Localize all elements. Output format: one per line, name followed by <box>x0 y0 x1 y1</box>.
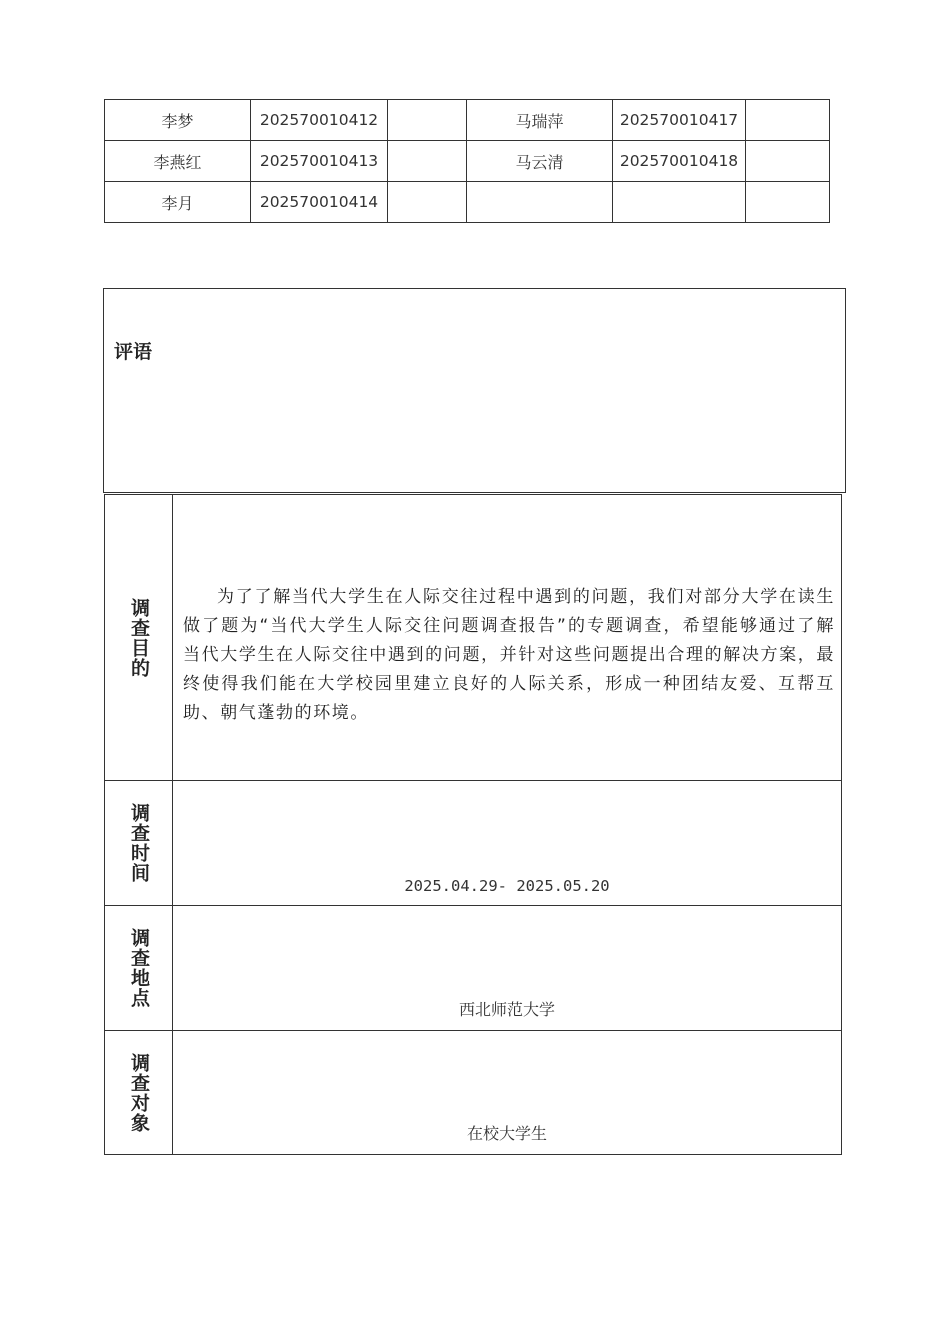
survey-place-row <box>105 905 841 1030</box>
survey-object-row <box>105 1030 841 1154</box>
survey-time-label: 调查时间 <box>128 803 150 883</box>
student-name-cell: 李月 <box>105 182 251 223</box>
student-id-cell: 202570010414 <box>251 182 388 223</box>
survey-object-content-cell <box>173 1031 841 1154</box>
student-id-cell: 202570010417 <box>613 100 746 141</box>
student-id-cell: 202570010413 <box>251 141 388 182</box>
student-mark-cell <box>388 141 467 182</box>
survey-purpose-label-cell <box>105 495 173 780</box>
student-mark-cell <box>388 100 467 141</box>
survey-place-label: 调查地点 <box>128 928 150 1008</box>
student-roster-table <box>104 99 830 223</box>
student-name-cell: 李梦 <box>105 100 251 141</box>
student-name-cell <box>467 182 613 223</box>
survey-purpose-row <box>105 495 841 780</box>
student-name-cell: 马云清 <box>467 141 613 182</box>
student-mark-cell <box>746 100 830 141</box>
student-mark-cell <box>746 141 830 182</box>
survey-purpose-label: 调查目的 <box>128 597 150 678</box>
student-id-cell: 202570010418 <box>613 141 746 182</box>
survey-time-row <box>105 780 841 905</box>
survey-object-label-cell <box>105 1031 173 1154</box>
student-id-cell <box>613 182 746 223</box>
survey-object-value: 在校大学生 <box>466 1124 547 1143</box>
survey-object-label: 调查对象 <box>128 1052 150 1133</box>
survey-purpose-content-cell <box>173 495 841 780</box>
survey-time-label-cell <box>105 781 173 905</box>
student-mark-cell <box>388 182 467 223</box>
student-id-cell: 202570010412 <box>251 100 388 141</box>
table-row <box>105 141 830 182</box>
table-row <box>105 100 830 141</box>
survey-time-value: 2025.04.29- 2025.05.20 <box>404 877 610 895</box>
comment-box <box>103 288 846 493</box>
survey-place-label-cell <box>105 906 173 1030</box>
student-name-cell: 李燕红 <box>105 141 251 182</box>
student-name-cell: 马瑞萍 <box>467 100 613 141</box>
survey-place-content-cell <box>173 906 841 1030</box>
survey-place-value: 西北师范大学 <box>458 1000 555 1019</box>
table-row <box>105 182 830 223</box>
comment-label: 评语 <box>114 341 153 363</box>
survey-time-content-cell <box>173 781 841 905</box>
survey-purpose-text: 为了了解当代大学生在人际交往过程中遇到的问题，我们对部分大学在读生做了题为“当代大学生人际交往问题调查报告”的专题调查，希望能够通过了解当代大学生在人际交往中遇到的问题，并针对这些问题提出合理的解决方案，最终使得我们能在大学校园里建立良好的人际关系，形成一种团结友爱、互帮互助、朝气蓬勃的环境。 <box>183 587 835 723</box>
survey-info-table <box>104 494 842 1155</box>
student-mark-cell <box>746 182 830 223</box>
